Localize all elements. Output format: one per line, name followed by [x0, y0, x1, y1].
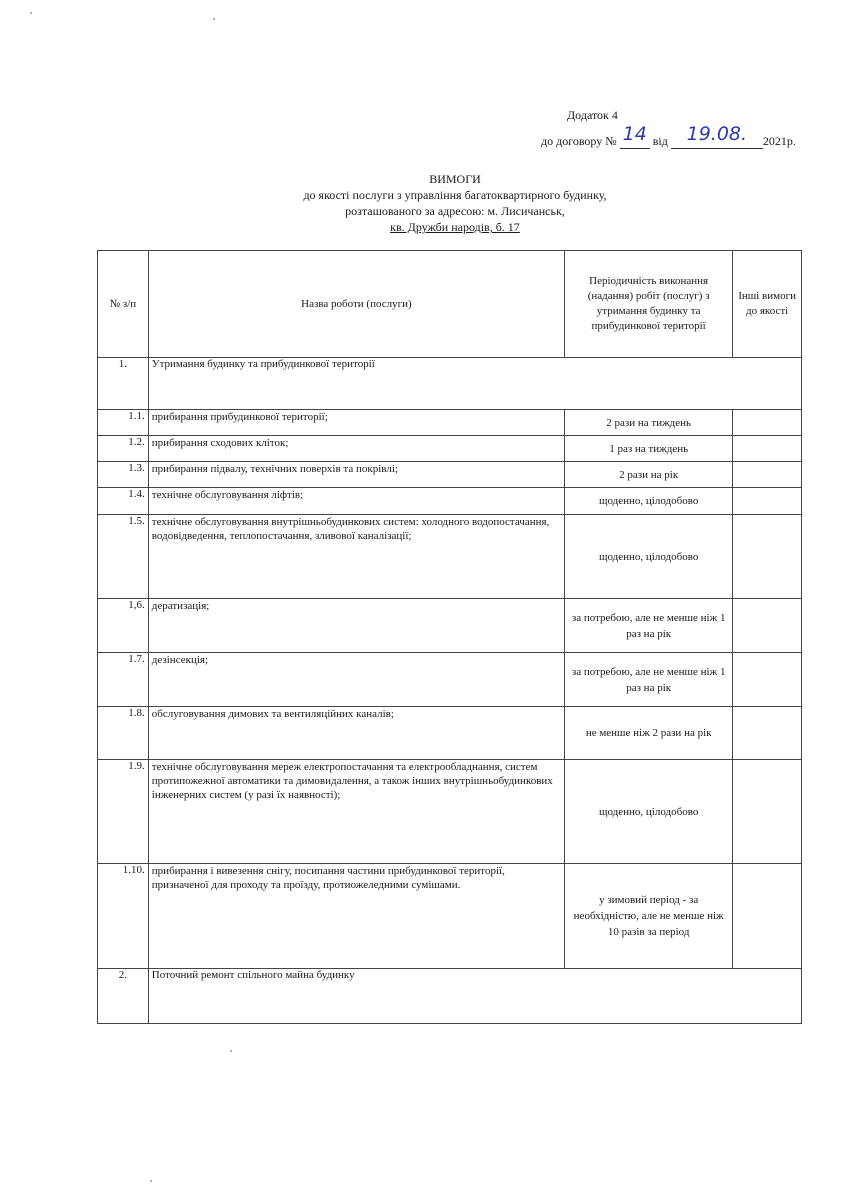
- row-other: [733, 864, 802, 969]
- row-frequency: 2 рази на тиждень: [565, 410, 733, 436]
- row-name: прибирання підвалу, технічних поверхів та покрівлі;: [148, 462, 564, 488]
- row-num: 1.1.: [98, 410, 149, 436]
- row-name: технічне обслуговування внутрішньобудинкових систем: холодного водопостачання, водовідведення, теплопостачання, зливової каналізації;: [148, 515, 564, 599]
- row-other: [733, 653, 802, 707]
- table-row: [98, 488, 802, 515]
- row-name: дератизація;: [148, 599, 564, 653]
- row-name: технічне обслуговування мереж електропостачання та електрообладнання, систем протипожежної автоматики та димовидалення, а також інших внутрішньобудинкових інженерних систем (у разі їх наявності);: [148, 760, 564, 864]
- scan-speck: [150, 1180, 152, 1182]
- table-row: [98, 462, 802, 488]
- table-row: [98, 864, 802, 969]
- contract-date-blank: [671, 123, 763, 149]
- row-frequency: за потребою, але не менше ніж 1 раз на рік: [565, 653, 733, 707]
- row-other: [733, 599, 802, 653]
- addendum-label: Додаток 4: [567, 108, 618, 122]
- row-num: 1.4.: [98, 488, 149, 515]
- row-frequency: щоденно, цілодобово: [565, 488, 733, 515]
- document-heading: ВИМОГИ: [429, 172, 481, 186]
- title-address-line: кв. Дружби народів, б. 17: [390, 220, 520, 234]
- table-row: [98, 653, 802, 707]
- document-title-block: [260, 171, 650, 235]
- header-name: Назва роботи (послуги): [148, 251, 564, 358]
- row-name: прибирання прибудинкової території;: [148, 410, 564, 436]
- section-row-2: [98, 969, 802, 1024]
- row-other: [733, 488, 802, 515]
- contract-date-handwritten: 19.08.: [686, 123, 748, 145]
- contract-number-prefix: до договору №: [541, 134, 617, 148]
- row-num: 1,6.: [98, 599, 149, 653]
- table-row: [98, 760, 802, 864]
- contract-date-prefix: від: [652, 134, 668, 148]
- row-frequency: у зимовий період - за необхідністю, але не менше ніж 10 разів за період: [565, 864, 733, 969]
- table-header-row: [98, 251, 802, 358]
- requirements-table: [97, 250, 802, 1024]
- table-row: [98, 436, 802, 462]
- row-num: 1.3.: [98, 462, 149, 488]
- table-row: [98, 515, 802, 599]
- row-other: [733, 760, 802, 864]
- row-name: прибирання сходових кліток;: [148, 436, 564, 462]
- row-other: [733, 515, 802, 599]
- table-row: [98, 707, 802, 760]
- row-other: [733, 436, 802, 462]
- section-1-title: Утримання будинку та прибудинкової території: [148, 358, 801, 410]
- row-num: 1.8.: [98, 707, 149, 760]
- table-row: [98, 599, 802, 653]
- row-frequency: 1 раз на тиждень: [565, 436, 733, 462]
- row-num: 1.5.: [98, 515, 149, 599]
- scan-speck: [30, 12, 32, 14]
- contract-number-blank: [620, 123, 650, 149]
- row-other: [733, 410, 802, 436]
- row-num: 1.7.: [98, 653, 149, 707]
- row-other: [733, 462, 802, 488]
- row-frequency: 2 рази на рік: [565, 462, 733, 488]
- row-num: 1.10.: [98, 864, 149, 969]
- row-frequency: за потребою, але не менше ніж 1 раз на рік: [565, 599, 733, 653]
- contract-number-handwritten: 14: [622, 123, 647, 145]
- header-other: Інші вимоги до якості: [733, 251, 802, 358]
- section-2-num: 2.: [98, 969, 149, 1024]
- scan-speck: [230, 1050, 232, 1052]
- row-other: [733, 707, 802, 760]
- header-num: № з/п: [98, 251, 149, 358]
- row-name: дезінсекція;: [148, 653, 564, 707]
- row-name: технічне обслуговування ліфтів;: [148, 488, 564, 515]
- scan-speck: [213, 18, 215, 20]
- contract-reference: [541, 123, 796, 149]
- row-num: 1.2.: [98, 436, 149, 462]
- row-frequency: не менше ніж 2 рази на рік: [565, 707, 733, 760]
- row-name: прибирання і вивезення снігу, посипання частини прибудинкової території, призначеної для проходу та проїзду, протиожеледними сумішами.: [148, 864, 564, 969]
- row-frequency: щоденно, цілодобово: [565, 760, 733, 864]
- header-frequency: Періодичність виконання (надання) робіт (послуг) з утримання будинку та прибудинкової території: [565, 251, 733, 358]
- table-row: [98, 410, 802, 436]
- section-1-num: 1.: [98, 358, 149, 410]
- title-line-2: розташованого за адресою: м. Лисичанськ,: [345, 204, 565, 218]
- row-name: обслуговування димових та вентиляційних каналів;: [148, 707, 564, 760]
- row-num: 1.9.: [98, 760, 149, 864]
- title-line-1: до якості послуги з управління багатоквартирного будинку,: [303, 188, 607, 202]
- contract-year-suffix: 2021р.: [762, 134, 796, 148]
- row-frequency: щоденно, цілодобово: [565, 515, 733, 599]
- section-row-1: [98, 358, 802, 410]
- section-2-title: Поточний ремонт спільного майна будинку: [148, 969, 801, 1024]
